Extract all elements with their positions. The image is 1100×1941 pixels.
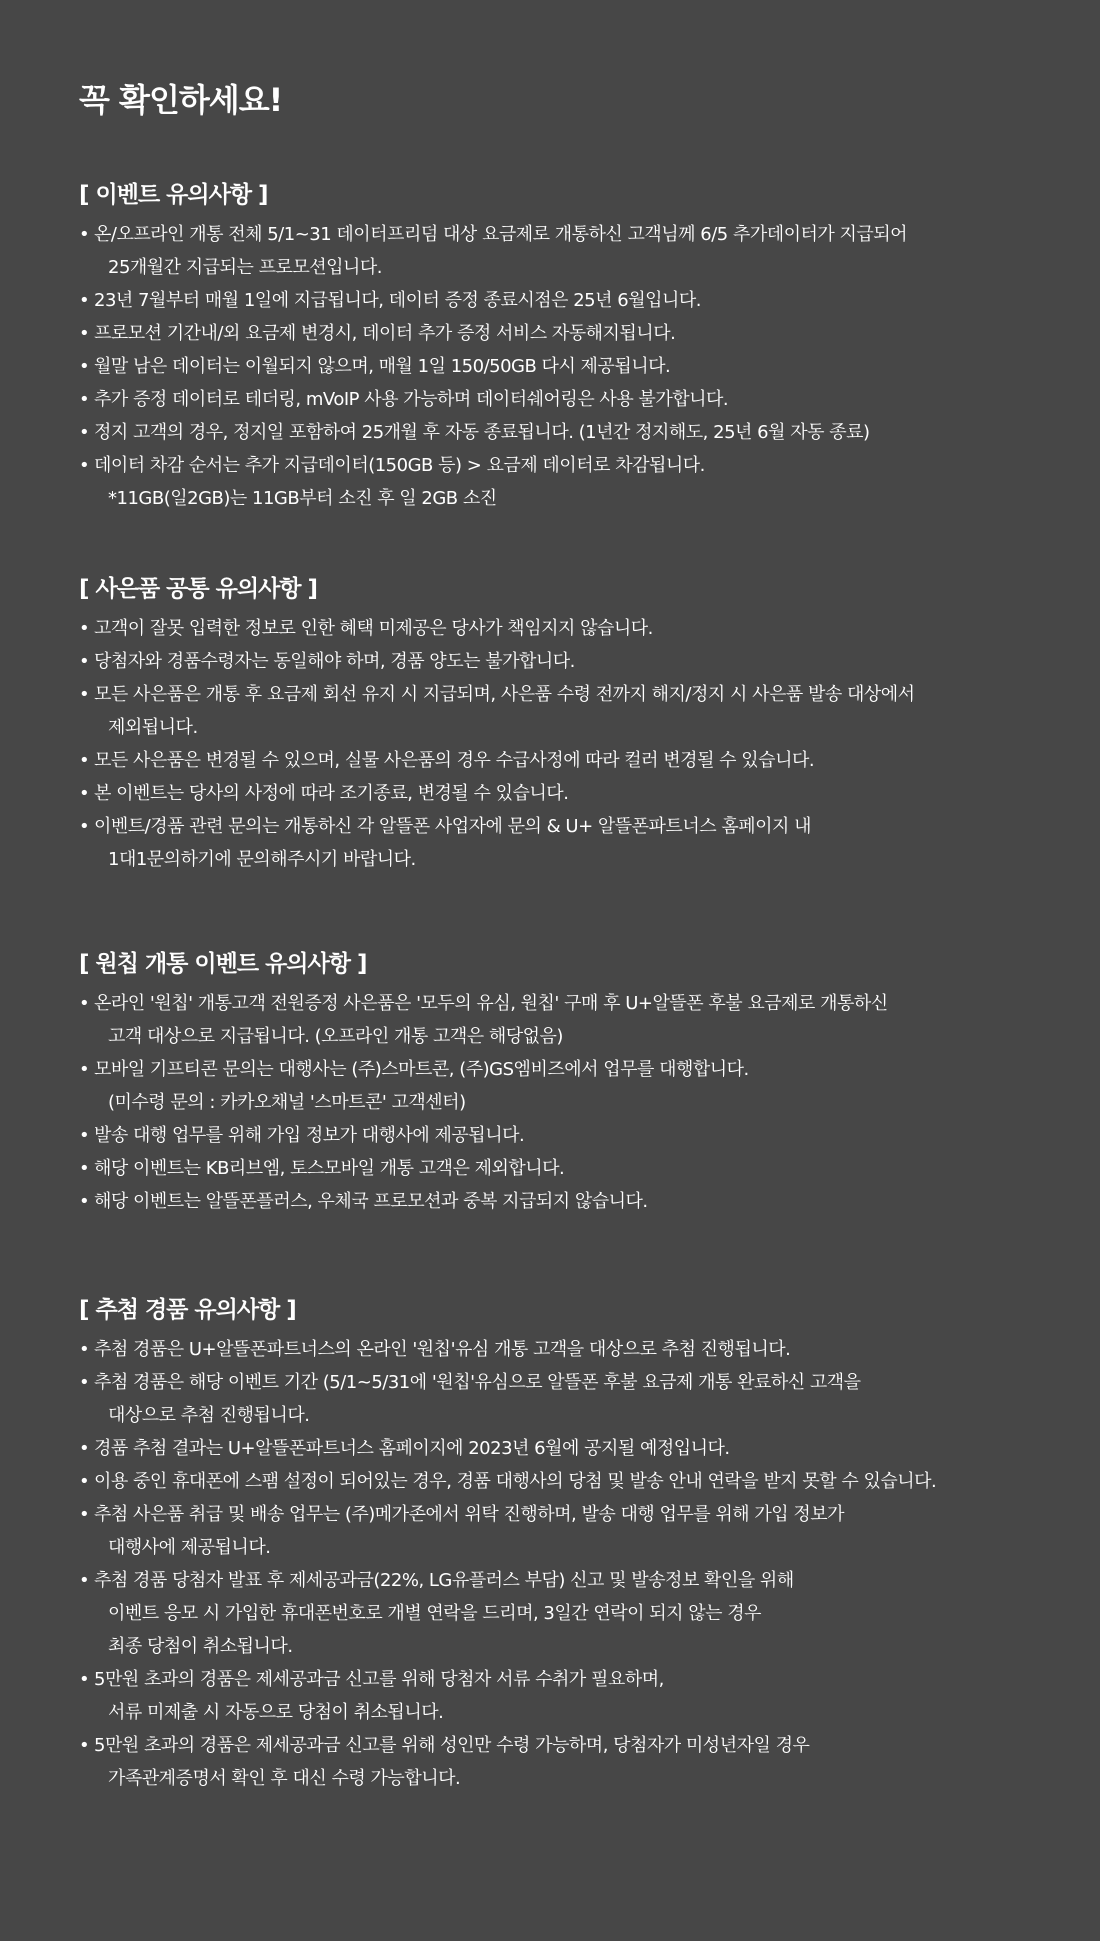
section-title: [ 이벤트 유의사항 ] (79, 182, 268, 208)
bullet-icon: • (79, 618, 90, 639)
notice-text: 추첨 경품은 해당 이벤트 기간 (5/1~5/31에 '원칩'유심으로 알뜰폰 후불 요금제 개통 완료하신 고객을 (94, 1372, 861, 1393)
notice-item (79, 1053, 888, 1119)
page-title: 꼭 확인하세요! (79, 81, 283, 119)
notice-text-continued: 대행사에 제공됩니다. (108, 1537, 271, 1558)
notice-text-continued: 서류 미제출 시 자동으로 당첨이 취소됩니다. (108, 1702, 444, 1723)
bullet-icon: • (79, 816, 90, 837)
bullet-icon: • (79, 1372, 90, 1393)
notice-text: 고객이 잘못 입력한 정보로 인한 혜택 미제공은 당사가 책임지지 않습니다. (94, 618, 653, 639)
notice-item (79, 1432, 936, 1465)
notice-item (79, 350, 907, 383)
bullet-icon: • (79, 1059, 90, 1080)
notice-item (79, 1663, 936, 1729)
section-title: [ 사은품 공통 유의사항 ] (79, 576, 318, 602)
notice-item (79, 777, 915, 810)
bullet-icon: • (79, 422, 90, 443)
notice-list (79, 1333, 936, 1795)
notice-list (79, 612, 915, 876)
notice-text: 추첨 경품 당첨자 발표 후 제세공과금(22%, LG유플러스 부담) 신고 및 발송정보 확인을 위해 (94, 1570, 794, 1591)
notice-item (79, 612, 915, 645)
notice-item (79, 678, 915, 744)
notice-text-continued: (미수령 문의 : 카카오채널 '스마트콘' 고객센터) (108, 1092, 466, 1113)
notice-text-continued: 최종 당첨이 취소됩니다. (108, 1636, 293, 1657)
notice-text-continued: 25개월간 지급되는 프로모션입니다. (108, 257, 382, 278)
bullet-icon: • (79, 783, 90, 804)
notice-item (79, 383, 907, 416)
notice-text: 발송 대행 업무를 위해 가입 정보가 대행사에 제공됩니다. (94, 1125, 525, 1146)
notice-text-continued: 이벤트 응모 시 가입한 휴대폰번호로 개별 연락을 드리며, 3일간 연락이 되지 않는 경우 (108, 1603, 762, 1624)
notice-item (79, 1729, 936, 1795)
notice-text: 해당 이벤트는 KB리브엠, 토스모바일 개통 고객은 제외합니다. (94, 1158, 565, 1179)
bullet-icon: • (79, 323, 90, 344)
notice-text: 추첨 경품은 U+알뜰폰파트너스의 온라인 '원칩'유심 개통 고객을 대상으로 추첨 진행됩니다. (94, 1339, 791, 1360)
notice-item (79, 1333, 936, 1366)
bullet-icon: • (79, 1669, 90, 1690)
notice-text-continued: 제외됩니다. (108, 717, 198, 738)
bullet-icon: • (79, 389, 90, 410)
notice-text-continued: 가족관계증명서 확인 후 대신 수령 가능합니다. (108, 1768, 461, 1789)
draw-prize-notice-section (79, 1293, 936, 1795)
bullet-icon: • (79, 1438, 90, 1459)
bullet-icon: • (79, 455, 90, 476)
notice-list (79, 218, 907, 515)
bullet-icon: • (79, 651, 90, 672)
onechip-notice-section (79, 947, 888, 1218)
bullet-icon: • (79, 290, 90, 311)
notice-text: 온라인 '원칩' 개통고객 전원증정 사은품은 '모두의 유심, 원칩' 구매 후 U+알뜰폰 후불 요금제로 개통하신 (94, 993, 888, 1014)
notice-item (79, 317, 907, 350)
notice-item (79, 1465, 936, 1498)
notice-text: 해당 이벤트는 알뜰폰플러스, 우체국 프로모션과 중복 지급되지 않습니다. (94, 1191, 648, 1212)
notice-list (79, 987, 888, 1218)
notice-text: 모든 사은품은 변경될 수 있으며, 실물 사은품의 경우 수급사정에 따라 컬러 변경될 수 있습니다. (94, 750, 815, 771)
gift-common-notice-section (79, 572, 915, 876)
bullet-icon: • (79, 1191, 90, 1212)
notice-item (79, 449, 907, 515)
section-title: [ 원칩 개통 이벤트 유의사항 ] (79, 951, 367, 977)
notice-item (79, 218, 907, 284)
notice-item (79, 810, 915, 876)
bullet-icon: • (79, 1158, 90, 1179)
notice-item (79, 1366, 936, 1432)
notice-text: 이용 중인 휴대폰에 스팸 설정이 되어있는 경우, 경품 대행사의 당첨 및 발송 안내 연락을 받지 못할 수 있습니다. (94, 1471, 937, 1492)
notice-text: 추첨 사은품 취급 및 배송 업무는 (주)메가존에서 위탁 진행하며, 발송 대행 업무를 위해 가입 정보가 (94, 1504, 844, 1525)
notice-text: 당첨자와 경품수령자는 동일해야 하며, 경품 양도는 불가합니다. (94, 651, 575, 672)
notice-item (79, 1119, 888, 1152)
bullet-icon: • (79, 1504, 90, 1525)
notice-text: 모바일 기프티콘 문의는 대행사는 (주)스마트콘, (주)GS엠비즈에서 업무를 대행합니다. (94, 1059, 749, 1080)
notice-text: 프로모션 기간내/외 요금제 변경시, 데이터 추가 증정 서비스 자동해지됩니다. (94, 323, 676, 344)
bullet-icon: • (79, 1471, 90, 1492)
notice-item (79, 416, 907, 449)
notice-text: 월말 남은 데이터는 이월되지 않으며, 매월 1일 150/50GB 다시 제공됩니다. (94, 356, 671, 377)
notice-text: 이벤트/경품 관련 문의는 개통하신 각 알뜰폰 사업자에 문의 & U+ 알뜰폰파트너스 홈페이지 내 (94, 816, 811, 837)
notice-item (79, 645, 915, 678)
bullet-icon: • (79, 750, 90, 771)
bullet-icon: • (79, 1339, 90, 1360)
section-title: [ 추첨 경품 유의사항 ] (79, 1297, 296, 1323)
notice-text: 모든 사은품은 개통 후 요금제 회선 유지 시 지급되며, 사은품 수령 전까지 해지/정지 시 사은품 발송 대상에서 (94, 684, 915, 705)
notice-text: 온/오프라인 개통 전체 5/1~31 데이터프리덤 대상 요금제로 개통하신 고객님께 6/5 추가데이터가 지급되어 (94, 224, 908, 245)
notice-item (79, 1498, 936, 1564)
notice-text: 5만원 초과의 경품은 제세공과금 신고를 위해 성인만 수령 가능하며, 당첨자가 미성년자일 경우 (94, 1735, 810, 1756)
bullet-icon: • (79, 356, 90, 377)
bullet-icon: • (79, 224, 90, 245)
notice-text-continued: 1대1문의하기에 문의해주시기 바랍니다. (108, 849, 416, 870)
notice-text-continued: *11GB(일2GB)는 11GB부터 소진 후 일 2GB 소진 (108, 488, 497, 509)
bullet-icon: • (79, 1125, 90, 1146)
notice-item (79, 987, 888, 1053)
notice-text-continued: 고객 대상으로 지급됩니다. (오프라인 개통 고객은 해당없음) (108, 1026, 563, 1047)
bullet-icon: • (79, 1570, 90, 1591)
notice-text: 23년 7월부터 매월 1일에 지급됩니다, 데이터 증정 종료시점은 25년 6월입니다. (94, 290, 701, 311)
notice-text: 5만원 초과의 경품은 제세공과금 신고를 위해 당첨자 서류 수취가 필요하며, (94, 1669, 664, 1690)
notice-text: 데이터 차감 순서는 추가 지급데이터(150GB 등) > 요금제 데이터로 차감됩니다. (94, 455, 705, 476)
notice-text: 정지 고객의 경우, 정지일 포함하여 25개월 후 자동 종료됩니다. (1년간 정지해도, 25년 6월 자동 종료) (94, 422, 870, 443)
notice-item (79, 1152, 888, 1185)
notice-text: 추가 증정 데이터로 테더링, mVoIP 사용 가능하며 데이터쉐어링은 사용 불가합니다. (94, 389, 729, 410)
bullet-icon: • (79, 684, 90, 705)
notice-item (79, 1564, 936, 1663)
notice-text: 본 이벤트는 당사의 사정에 따라 조기종료, 변경될 수 있습니다. (94, 783, 569, 804)
notice-item (79, 1185, 888, 1218)
event-notice-section (79, 178, 907, 515)
notice-item (79, 744, 915, 777)
notice-text: 경품 추첨 결과는 U+알뜰폰파트너스 홈페이지에 2023년 6월에 공지될 예정입니다. (94, 1438, 730, 1459)
bullet-icon: • (79, 993, 90, 1014)
bullet-icon: • (79, 1735, 90, 1756)
notice-item (79, 284, 907, 317)
notice-text-continued: 대상으로 추첨 진행됩니다. (108, 1405, 310, 1426)
